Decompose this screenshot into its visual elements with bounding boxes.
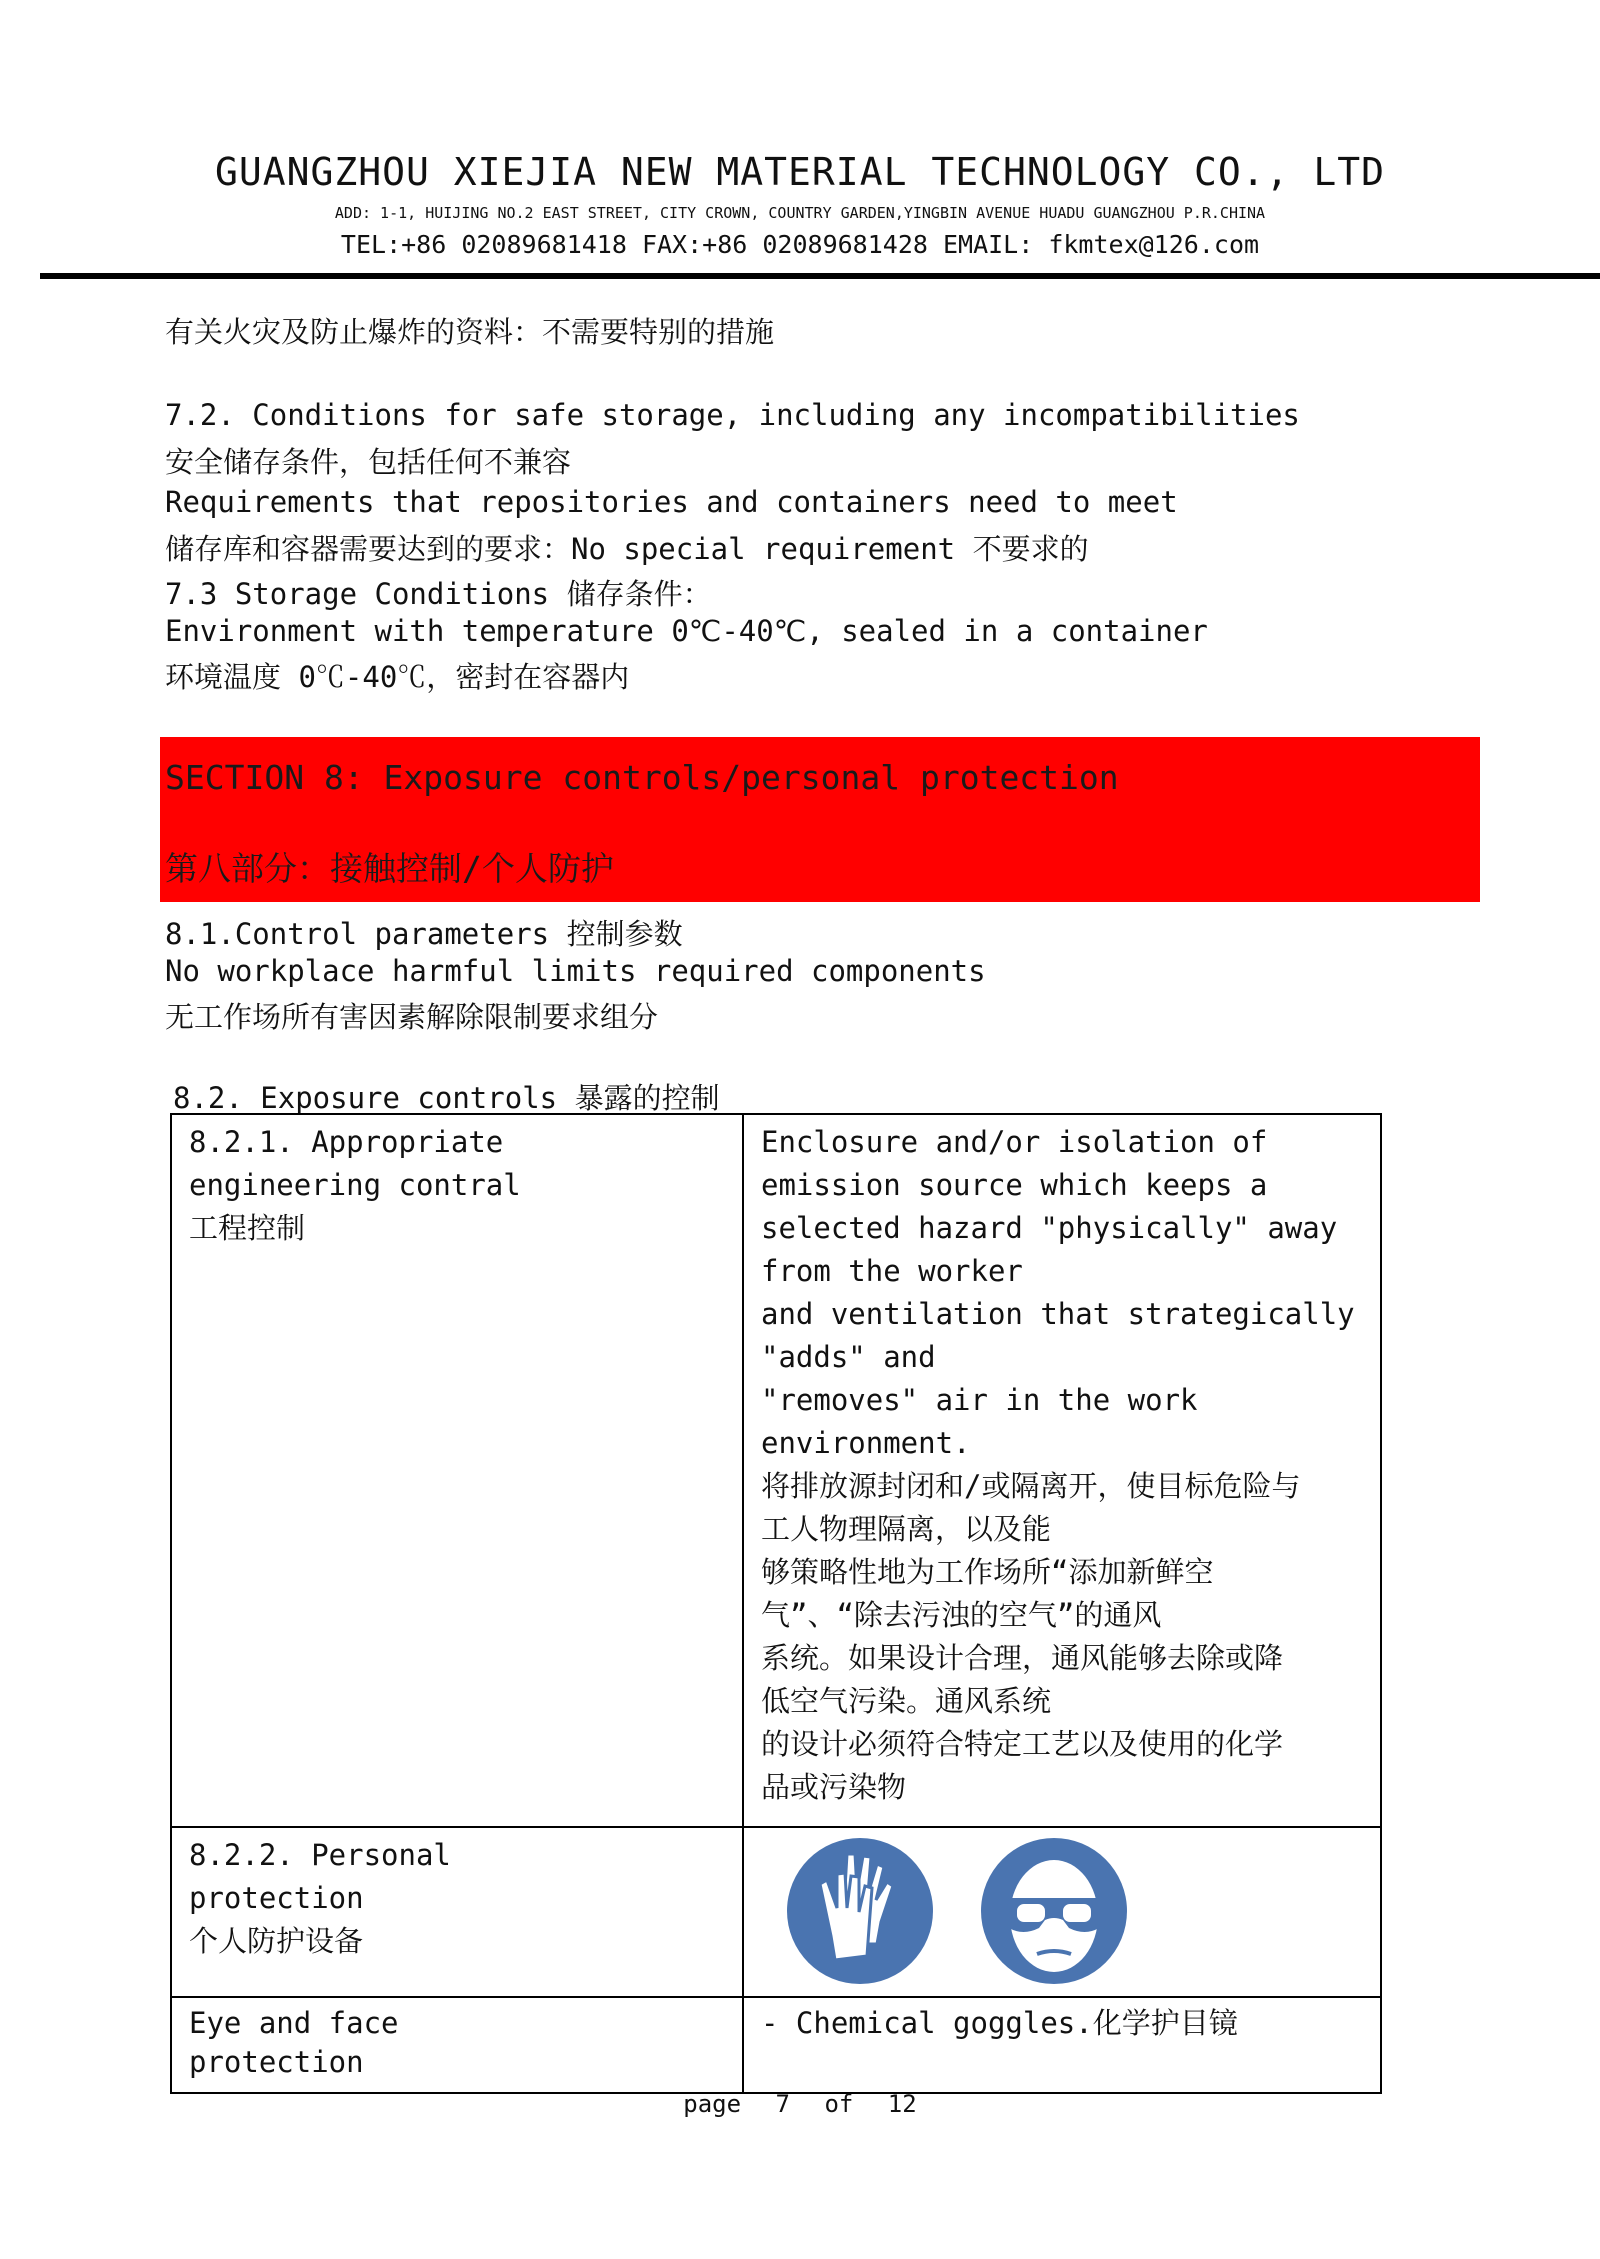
company-contact: TEL:+86 02089681418 FAX:+86 02089681428 EMAIL: fkmtex@126.com: [340, 230, 1260, 259]
cell-line: 8.2.2. Personal: [189, 1838, 451, 1872]
cell-line: 工人物理隔离，以及能: [761, 1512, 1052, 1546]
temperature-line: Environment with temperature 0℃-40℃, sealed in a container: [165, 614, 1208, 648]
cell-line: 的设计必须符合特定工艺以及使用的化学: [761, 1727, 1284, 1761]
gloves-required-icon: [785, 1836, 935, 1986]
cell-line: 个人防护设备: [189, 1924, 364, 1958]
control-params-heading: 8.1.Control parameters 控制参数: [165, 917, 683, 951]
cell-line: engineering contral: [189, 1168, 521, 1202]
page-word: page: [683, 2090, 742, 2118]
table-row: [171, 1827, 1381, 1997]
storage-heading-cn: 安全储存条件，包括任何不兼容: [165, 445, 572, 479]
control-params-cn: 无工作场所有害因素解除限制要求组分: [165, 1000, 659, 1034]
company-name: GUANGZHOU XIEJIA NEW MATERIAL TECHNOLOGY CO., LTD: [214, 150, 1386, 194]
cell-line: 将排放源封闭和/或隔离开，使目标危险与: [761, 1469, 1301, 1503]
exposure-controls-table: [170, 1113, 1382, 2094]
cell-line: "removes" air in the work: [761, 1383, 1198, 1417]
cell-line: 品或污染物: [761, 1770, 907, 1804]
company-address: ADD: 1-1, HUIJING NO.2 EAST STREET, CITY CROWN, COUNTRY GARDEN,YINGBIN AVENUE HUADU GUANGZHOU P.R.CHINA: [334, 204, 1266, 222]
fire-info-line: 有关火灾及防止爆炸的资料：不需要特别的措施: [165, 315, 775, 349]
cell-line: 气”、“除去污浊的空气”的通风: [761, 1598, 1162, 1632]
cell-line: from the worker: [761, 1254, 1023, 1288]
page-total: 12: [887, 2090, 917, 2118]
cell-line: and ventilation that strategically: [761, 1297, 1355, 1331]
cell-line: Eye and face: [189, 2006, 399, 2040]
personal-protection-label: [171, 1827, 743, 1997]
of-word: of: [824, 2090, 854, 2118]
page-number: 7: [775, 2090, 790, 2118]
table-row: [171, 1997, 1381, 2093]
storage-heading: 7.2. Conditions for safe storage, including any incompatibilities: [165, 398, 1300, 432]
cell-line: emission source which keeps a: [761, 1168, 1268, 1202]
temperature-cn-line: 环境温度 0℃-40℃，密封在容器内: [165, 660, 630, 694]
cell-line: selected hazard "physically" away: [761, 1211, 1338, 1245]
section8-title-cn: 第八部分：接触控制/个人防护: [165, 849, 614, 888]
cell-line: - Chemical goggles.化学护目镜: [761, 2006, 1238, 2040]
storage-conditions-heading: 7.3 Storage Conditions 储存条件：: [165, 577, 712, 611]
requirements-cn-line: 储存库和容器需要达到的要求：No special requirement 不要求的: [165, 532, 1089, 566]
eye-face-protection-value: [743, 1997, 1381, 2093]
engineering-control-description: [743, 1114, 1381, 1827]
cell-line: 8.2.1. Appropriate: [189, 1125, 504, 1159]
engineering-control-label: [171, 1114, 743, 1827]
control-params-en: No workplace harmful limits required components: [165, 954, 986, 988]
personal-protection-icons: [743, 1827, 1381, 1997]
exposure-controls-heading: 8.2. Exposure controls 暴露的控制: [173, 1081, 720, 1115]
eye-face-protection-label: [171, 1997, 743, 2093]
requirements-line: Requirements that repositories and containers need to meet: [165, 485, 1178, 519]
cell-line: "adds" and: [761, 1340, 936, 1374]
table-row: [171, 1114, 1381, 1827]
cell-line: 够策略性地为工作场所“添加新鲜空: [761, 1555, 1214, 1589]
section8-title-en: SECTION 8: Exposure controls/personal protection: [165, 758, 1119, 797]
cell-line: protection: [189, 2045, 364, 2079]
goggles-required-icon: [979, 1836, 1129, 1986]
cell-line: 低空气污染。通风系统: [761, 1684, 1052, 1718]
cell-line: 系统。如果设计合理，通风能够去除或降: [761, 1641, 1284, 1675]
cell-line: 工程控制: [189, 1211, 306, 1245]
cell-line: environment.: [761, 1426, 971, 1460]
page-footer: [0, 2090, 1600, 2118]
cell-line: protection: [189, 1881, 364, 1915]
cell-line: Enclosure and/or isolation of: [761, 1125, 1268, 1159]
header-divider: [40, 273, 1600, 279]
